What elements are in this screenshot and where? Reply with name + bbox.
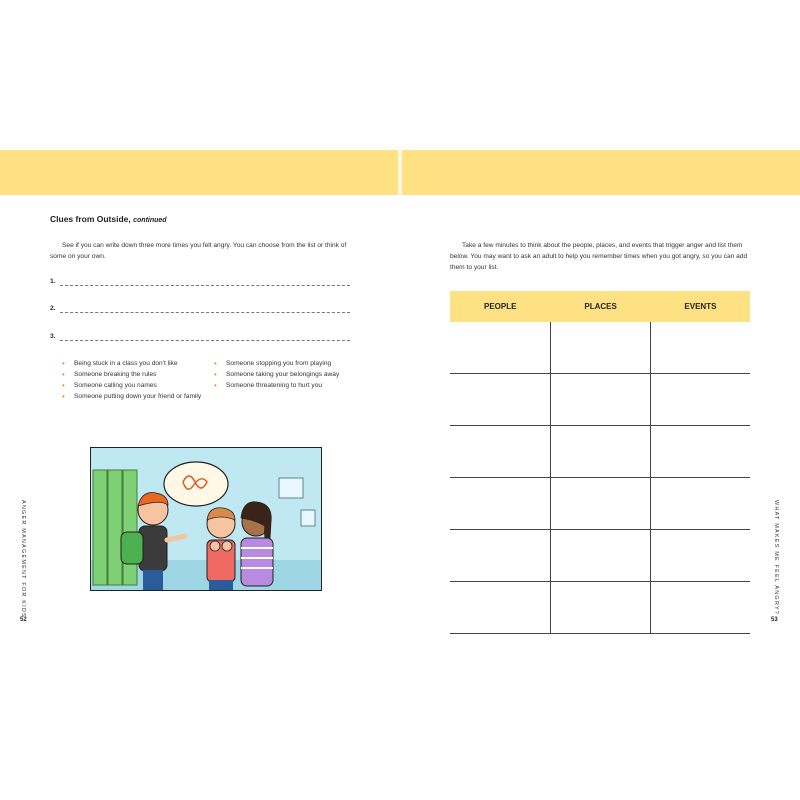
places-cell[interactable] <box>550 478 650 530</box>
list-item: • Someone stopping you from playing <box>214 358 364 369</box>
left-running-head: ANGER MANAGEMENT FOR KIDS <box>20 500 26 618</box>
people-cell[interactable] <box>450 478 550 530</box>
people-cell[interactable] <box>450 582 550 634</box>
people-cell[interactable] <box>450 374 550 426</box>
dashed-line <box>60 340 350 341</box>
events-cell[interactable] <box>651 322 750 374</box>
answer-line-1[interactable] <box>50 278 350 288</box>
places-cell[interactable] <box>550 374 650 426</box>
places-cell[interactable] <box>550 322 650 374</box>
illustration-art <box>91 448 321 590</box>
people-cell[interactable] <box>450 426 550 478</box>
events-cell[interactable] <box>651 582 750 634</box>
people-cell[interactable] <box>450 322 550 374</box>
list-item: • Someone putting down your friend or family <box>62 391 202 402</box>
list-item: • Someone calling you names <box>62 380 202 391</box>
heading-continued: continued <box>133 217 167 224</box>
places-cell[interactable] <box>550 530 650 582</box>
table-row <box>450 530 750 582</box>
section-heading <box>50 214 167 224</box>
right-page-number: 53 <box>771 617 778 623</box>
answer-number: 1. <box>50 278 56 285</box>
right-intro-text: Take a few minutes to think about the people, places, and events that trigger anger and list them below. You may want to ask an adult to help you remember times when you got angry, so you can add them to your list. <box>450 242 748 271</box>
events-cell[interactable] <box>651 426 750 478</box>
places-cell[interactable] <box>550 426 650 478</box>
right-running-head: WHAT MAKES ME FEEL ANGRY? <box>773 500 779 616</box>
table-row <box>450 322 750 374</box>
heading-text: Clues from Outside, <box>50 214 131 224</box>
answer-line-2[interactable] <box>50 305 350 315</box>
anger-triggers-table <box>450 291 750 634</box>
dashed-line <box>60 312 350 313</box>
table-row <box>450 478 750 530</box>
header-places: PLACES <box>550 291 650 322</box>
list-item: • Someone threatening to hurt you <box>214 380 364 391</box>
trigger-list-col1 <box>62 358 202 402</box>
list-item: • Being stuck in a class you don't like <box>62 358 202 369</box>
trigger-list-col2 <box>214 358 364 391</box>
list-item: • Someone breaking the rules <box>62 369 202 380</box>
top-color-band-left <box>0 150 398 195</box>
top-color-band-right <box>402 150 800 195</box>
answer-line-3[interactable] <box>50 333 350 343</box>
table-row <box>450 426 750 478</box>
table-header-row <box>450 291 750 322</box>
header-events: EVENTS <box>651 291 750 322</box>
table-row <box>450 374 750 426</box>
table-row <box>450 582 750 634</box>
events-cell[interactable] <box>651 530 750 582</box>
events-cell[interactable] <box>651 374 750 426</box>
people-cell[interactable] <box>450 530 550 582</box>
answer-number: 2. <box>50 305 56 312</box>
left-page-number: 52 <box>20 617 27 623</box>
left-intro-text: See if you can write down three more times you felt angry. You can choose from the list or think of some on your own. <box>50 242 347 260</box>
kids-illustration <box>90 447 322 591</box>
list-item: • Someone taking your belongings away <box>214 369 364 380</box>
dashed-line <box>60 285 350 286</box>
answer-number: 3. <box>50 333 56 340</box>
events-cell[interactable] <box>651 478 750 530</box>
places-cell[interactable] <box>550 582 650 634</box>
header-people: PEOPLE <box>450 291 550 322</box>
